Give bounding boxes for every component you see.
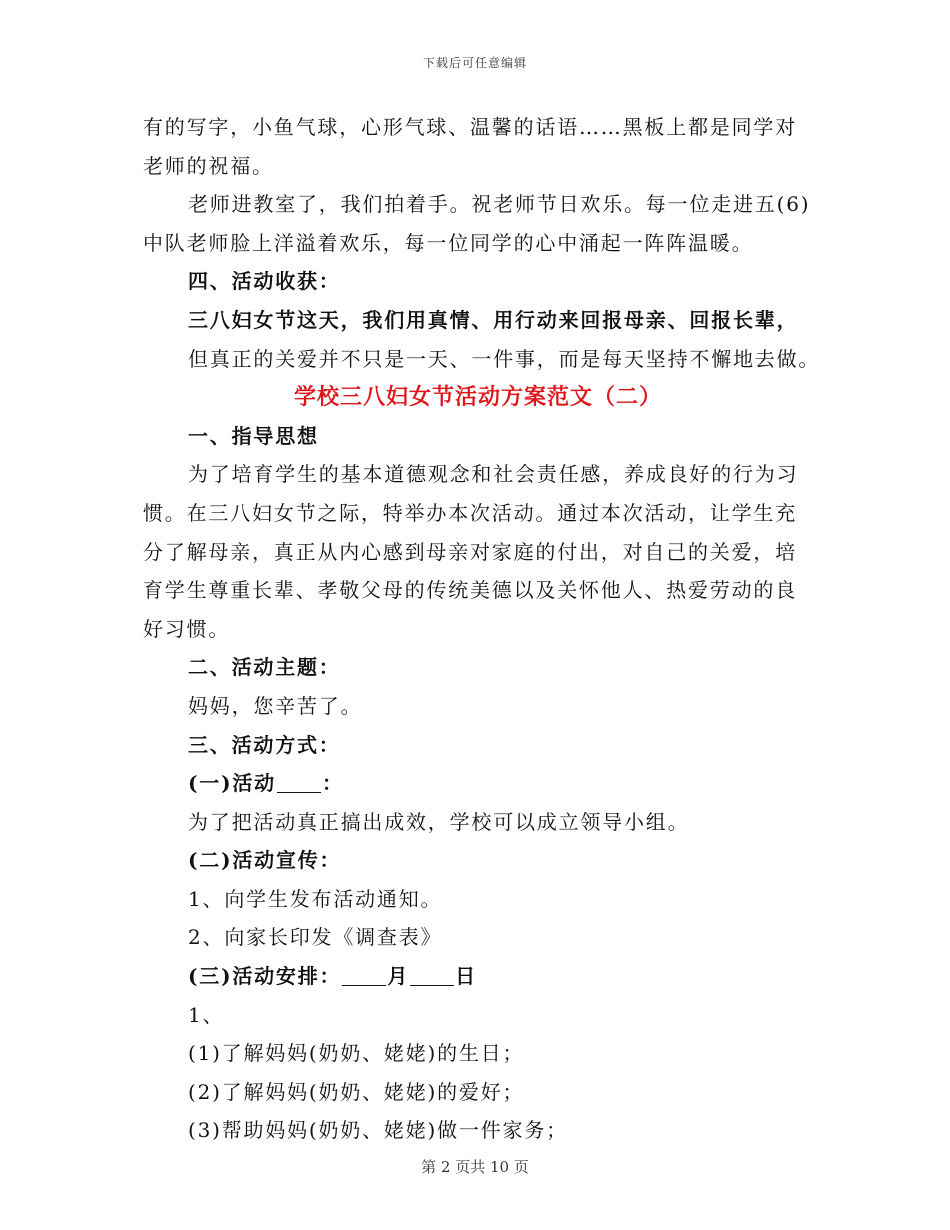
subsection-heading: (二)活动宣传： [188,848,342,873]
fill-in-blank [342,965,386,986]
list-item: (2)了解妈妈(奶奶、姥姥)的爱好； [188,1079,525,1104]
list-item: (3)帮助妈妈(奶奶、姥姥)做一件家务； [188,1118,568,1143]
list-item: 1、向学生发布活动通知。 [188,886,443,911]
paragraph-line: 育学生尊重长辈、孝敬父母的传统美德以及关怀他人、热爱劳动的良 [143,578,797,603]
paragraph-line: 老师进教室了，我们拍着手。祝老师节日欢乐。每一位走进五(6) [188,192,811,217]
paragraph-line: 但真正的关爱并不只是一天、一件事，而是每天坚持不懈地去做。 [188,346,821,371]
page-footer: 第 2 页共 10 页 [421,1158,529,1176]
subsection-heading [143,957,813,996]
paragraph-line: 惯。在三八妇女节之际，特举办本次活动。通过本次活动，让学生充 [143,500,797,525]
paragraph-line: 中队老师脸上洋溢着欢乐，每一位同学的心中涌起一阵阵温暖。 [143,230,754,255]
list-item: 2、向家长印发《调查表》 [188,925,443,950]
document-body [143,108,821,1150]
heading-text: ： [321,771,344,796]
heading-text: 日 [455,964,477,989]
document-title: 学校三八妇女节活动方案范文（二） [293,384,662,411]
list-item: (1)了解妈妈(奶奶、姥姥)的生日； [188,1041,525,1066]
paragraph-line: 分了解母亲，真正从内心感到母亲对家庭的付出，对自己的关爱，培 [143,539,797,564]
paragraph-line: 好习惯。 [143,616,231,641]
fill-in-blank [277,772,321,793]
heading-text: 月 [387,964,410,989]
paragraph-line: 为了把活动真正搞出成效，学校可以成立领导小组。 [188,809,690,834]
section-heading: 四、活动收获： [188,269,341,294]
subsection-heading [143,764,813,803]
paragraph-line: 老师的祝福。 [143,153,274,178]
bold-paragraph-line: 三八妇女节这天，我们用真情、用行动来回报母亲、回报长辈， [188,307,799,332]
fill-in-blank [410,965,454,986]
page-header: 下载后可任意编辑 [422,56,527,70]
section-heading: 三、活动方式： [188,732,341,757]
paragraph-line: 妈妈，您辛苦了。 [188,693,363,718]
heading-text: (一)活动 [188,771,276,796]
paragraph-line: 为了培育学生的基本道德观念和社会责任感，养成良好的行为习 [188,462,799,487]
section-heading: 一、指导思想 [188,423,319,448]
paragraph-line: 有的写字，小鱼气球，心形气球、温馨的话语……黑板上都是同学对 [143,115,797,139]
heading-text: (三)活动安排： [188,964,342,989]
section-heading: 二、活动主题： [188,655,341,680]
list-item: 1、 [188,1002,225,1027]
